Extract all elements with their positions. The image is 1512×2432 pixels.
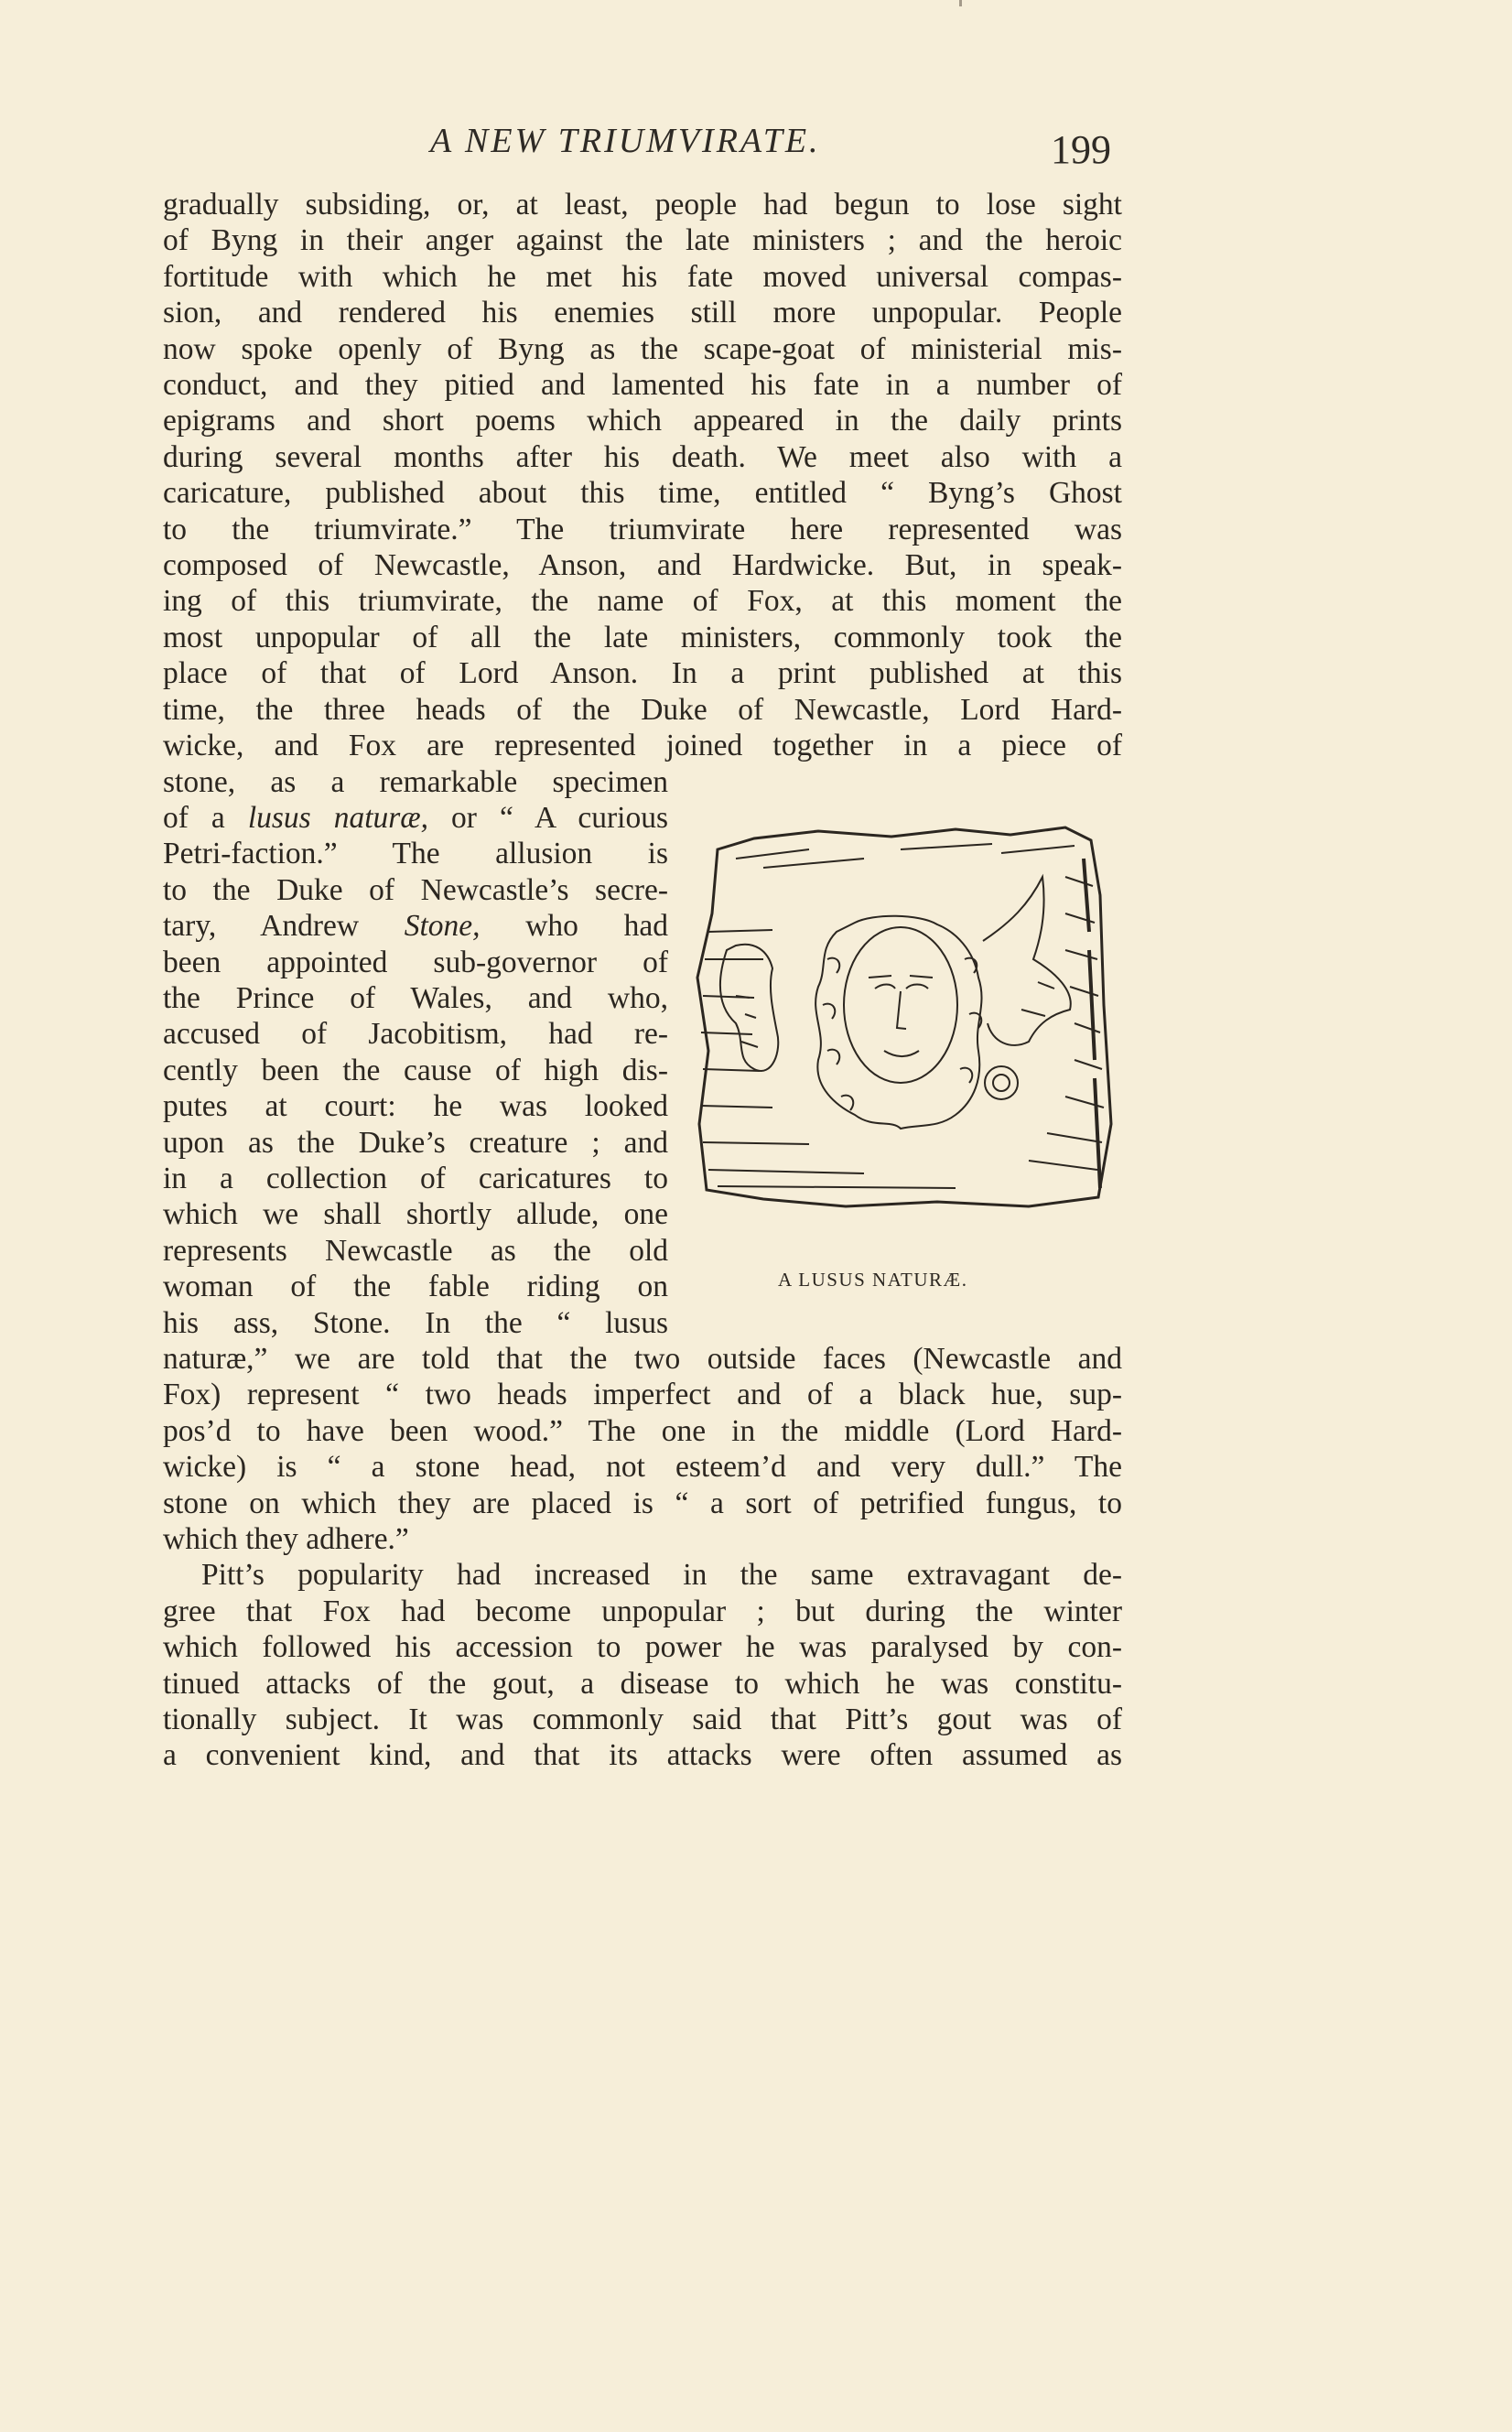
text-line: fortitude with which he met his fate moved universal compas-	[163, 259, 1122, 294]
text-line: his ass, Stone. In the “ lusus	[163, 1305, 668, 1340]
italic-text: Stone,	[404, 909, 481, 944]
text-line: Pitt’s popularity had increased in the same extravagant de-	[201, 1558, 1122, 1593]
text-line: during several months after his death. We meet also with a	[163, 439, 1122, 474]
text-line: naturæ,” we are told that the two outside faces (Newcastle and	[163, 1342, 1122, 1376]
text-line: represents Newcastle as the old	[163, 1233, 668, 1268]
page-number: 199	[1051, 127, 1111, 172]
text-line: which followed his accession to power he was paralysed by con-	[163, 1630, 1122, 1665]
text-line: to the Duke of Newcastle’s secre-	[163, 872, 668, 907]
text-line: conduct, and they pitied and lamented his fate in a number of	[163, 368, 1122, 403]
text-line: gree that Fox had become unpopular ; but during the winter	[163, 1594, 1122, 1628]
text-line: caricature, published about this time, entitled “ Byng’s Ghost	[163, 476, 1122, 511]
text-line: sion, and rendered his enemies still more unpopular. People	[163, 296, 1122, 330]
text-line: stone, as a remarkable specimen	[163, 764, 668, 799]
text-line: time, the three heads of the Duke of Newcastle, Lord Hard-	[163, 692, 1122, 727]
text-line: the Prince of Wales, and who,	[163, 980, 668, 1015]
text-line: epigrams and short poems which appeared in the daily prints	[163, 404, 1122, 438]
text-line: Fox) represent “ two heads imperfect and of a black hue, sup-	[163, 1378, 1122, 1412]
text-line: gradually subsiding, or, at least, people had begun to lose sight	[163, 188, 1122, 222]
text-line: to the triumvirate.” The triumvirate here represented was	[163, 512, 1122, 546]
text-segment: who had	[480, 909, 668, 944]
text-line: upon as the Duke’s creature ; and	[163, 1125, 668, 1160]
text-line: accused of Jacobitism, had re-	[163, 1017, 668, 1052]
text-line	[163, 908, 668, 944]
text-line: tinued attacks of the gout, a disease to which he was constitu-	[163, 1666, 1122, 1701]
text-line: a convenient kind, and that its attacks were often assumed as	[163, 1738, 1122, 1773]
text-line: which they adhere.”	[163, 1522, 409, 1557]
text-line: which we shall shortly allude, one	[163, 1197, 668, 1232]
text-line: woman of the fable riding on	[163, 1270, 668, 1304]
text-segment: or “ A curious	[428, 800, 668, 835]
text-line: wicke) is “ a stone head, not esteem’d and very dull.” The	[163, 1450, 1122, 1485]
text-line: Petri-faction.” The allusion is	[163, 837, 668, 871]
text-line: pos’d to have been wood.” The one in the middle (Lord Hard-	[163, 1413, 1122, 1448]
text-line: ing of this triumvirate, the name of Fox, at this moment the	[163, 584, 1122, 619]
text-line: most unpopular of all the late ministers, commonly took the	[163, 620, 1122, 654]
text-line: in a collection of caricatures to	[163, 1161, 668, 1195]
text-line: putes at court: he was looked	[163, 1089, 668, 1124]
text-line	[163, 800, 668, 836]
text-line: composed of Newcastle, Anson, and Hardwicke. But, in speak-	[163, 548, 1122, 583]
text-line: tionally subject. It was commonly said that Pitt’s gout was of	[163, 1702, 1122, 1737]
figure-caption: A LUSUS NATURÆ.	[778, 1269, 968, 1291]
italic-text: lusus naturæ,	[247, 800, 429, 835]
text-line: wicke, and Fox are represented joined together in a piece of	[163, 729, 1122, 763]
text-segment: tary, Andrew	[163, 909, 405, 944]
text-line: place of that of Lord Anson. In a print published at this	[163, 656, 1122, 691]
text-line: stone on which they are placed is “ a sort of petrified fungus, to	[163, 1486, 1122, 1520]
three-heads-stone-engraving	[681, 822, 1113, 1234]
text-line: now spoke openly of Byng as the scape-goat of ministerial mis-	[163, 331, 1122, 366]
text-line: of Byng in their anger against the late ministers ; and the heroic	[163, 223, 1122, 258]
lusus-naturae-illustration	[681, 822, 1113, 1234]
running-head: A NEW TRIUMVIRATE.	[430, 122, 821, 160]
text-segment: of a	[163, 800, 248, 835]
paper-speck	[959, 0, 962, 6]
text-line: cently been the cause of high dis-	[163, 1053, 668, 1087]
text-line: been appointed sub-governor of	[163, 945, 668, 979]
